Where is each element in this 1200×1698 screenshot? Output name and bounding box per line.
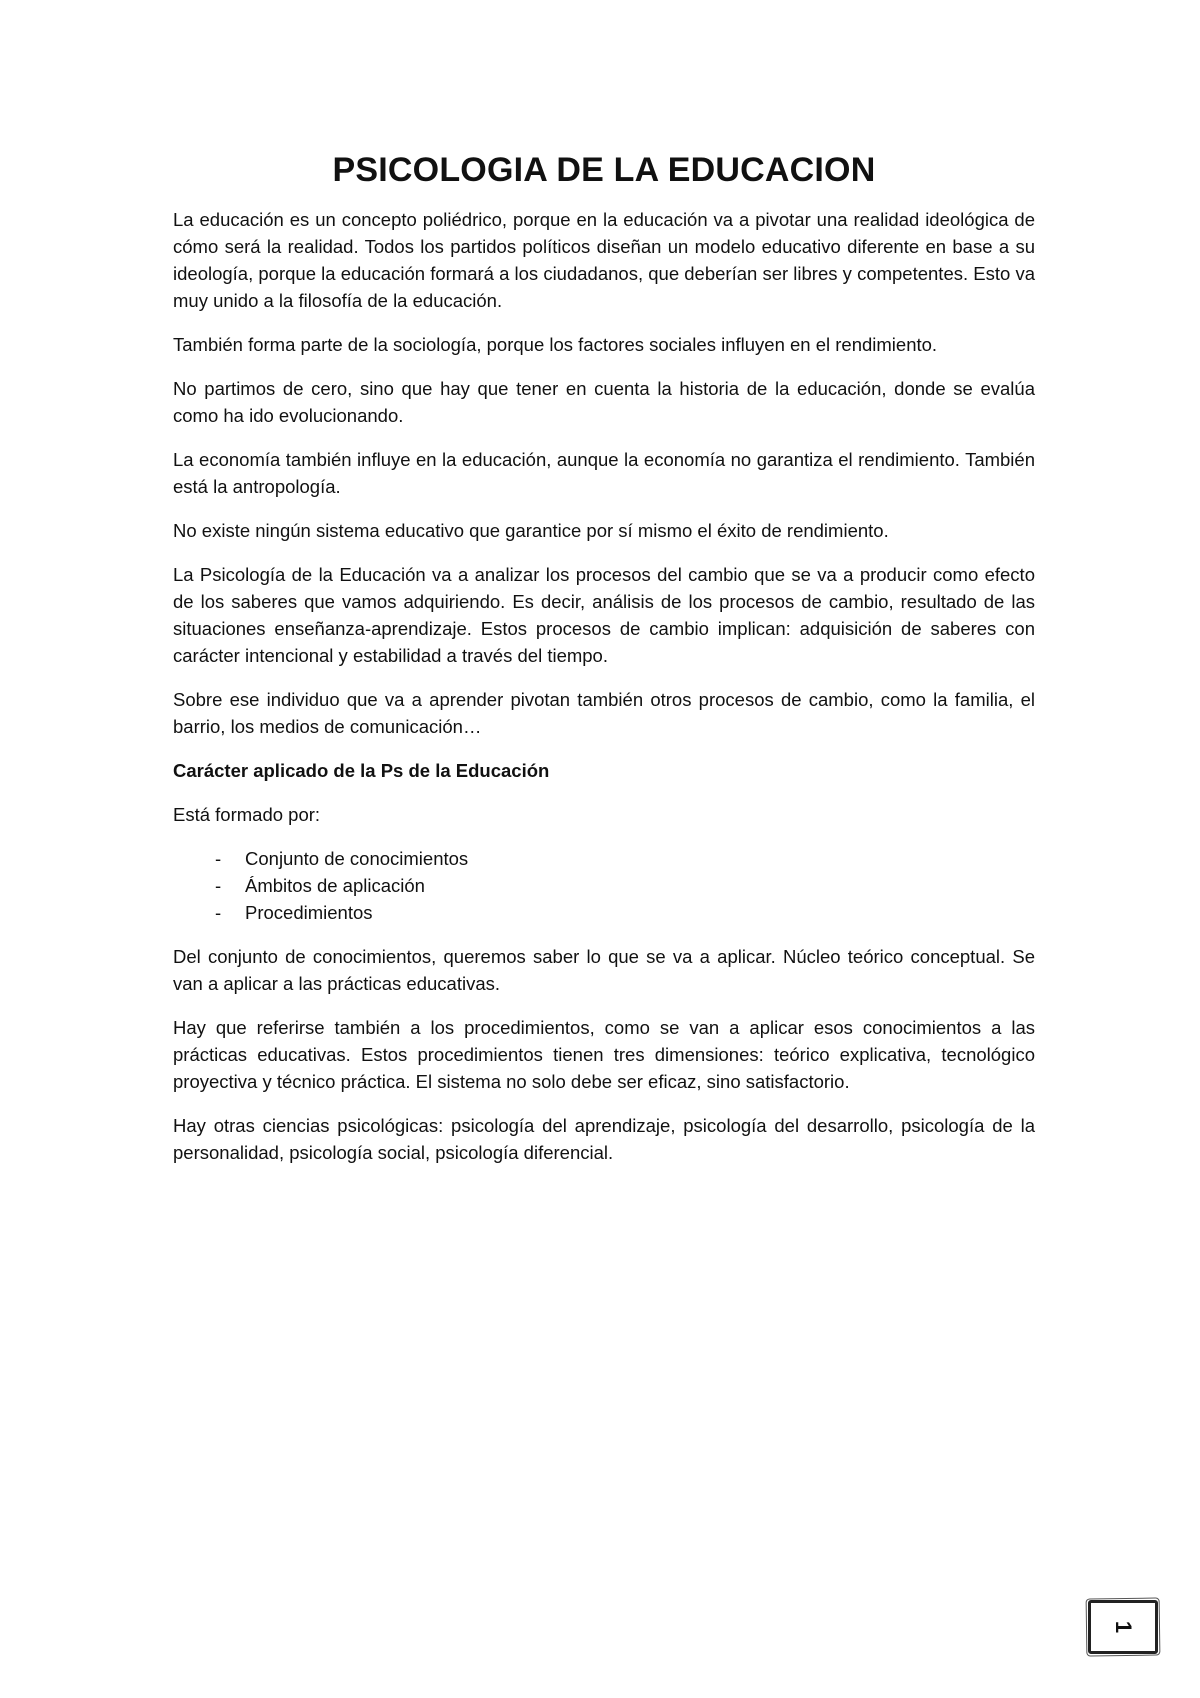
paragraph-sociology: También forma parte de la sociología, porque los factores sociales influyen en el rendimiento. [173, 334, 938, 355]
paragraph-economy: La economía también influye en la educación, aunque la economía no garantiza el rendimiento. También está la antropología. [173, 449, 1035, 497]
list-item-text: Procedimientos [245, 902, 373, 923]
paragraph-knowledge-core: Del conjunto de conocimientos, queremos saber lo que se va a aplicar. Núcleo teórico conceptual. Se van a aplicar a las prácticas educativas. [173, 946, 1035, 994]
list-dash: - [215, 902, 222, 923]
paragraph-procedures: Hay que referirse también a los procedimientos, como se van a aplicar esos conocimientos a las prácticas educativas. Estos procedimientos tienen tres dimensiones: teórico explicativa, tecnológico proyectiva y técnico práctica. El sistema no solo debe ser eficaz, sino satisfactorio. [173, 1017, 1035, 1092]
paragraph-other-processes: Sobre ese individuo que va a aprender pivotan también otros procesos de cambio, como la familia, el barrio, los medios de comunicación… [173, 689, 1035, 737]
list-item [173, 872, 1035, 899]
page-number: 1 [1111, 1620, 1136, 1634]
document-title: PSICOLOGIA DE LA EDUCACION [332, 151, 876, 189]
section-heading-applied-character: Carácter aplicado de la Ps de la Educación [173, 760, 550, 781]
list-item-text: Conjunto de conocimientos [245, 848, 469, 869]
paragraph-intro: La educación es un concepto poliédrico, porque en la educación va a pivotar una realidad ideológica de cómo será la realidad. Todos los partidos políticos diseñan un modelo educativo diferente en base a su ideología, porque la educación formará a los ciudadanos, que deberían ser libres y competentes. Esto va muy unido a la filosofía de la educación. [173, 209, 1035, 311]
paragraph-no-system: No existe ningún sistema educativo que garantice por sí mismo el éxito de rendimiento. [173, 520, 889, 541]
page-number-box [1088, 1600, 1158, 1654]
list-intro: Está formado por: [173, 804, 321, 825]
list-item-text: Ámbitos de aplicación [245, 875, 425, 896]
paragraph-history: No partimos de cero, sino que hay que tener en cuenta la historia de la educación, donde se evalúa como ha ido evolucionando. [173, 378, 1035, 426]
list-dash: - [215, 875, 222, 896]
list-item [173, 845, 1035, 872]
components-list [173, 845, 1035, 926]
paragraph-other-sciences: Hay otras ciencias psicológicas: psicología del aprendizaje, psicología del desarrollo, psicología de la personalidad, psicología social, psicología diferencial. [173, 1115, 1035, 1163]
list-dash: - [215, 848, 222, 869]
paragraph-psychology-definition: La Psicología de la Educación va a analizar los procesos del cambio que se va a producir como efecto de los saberes que vamos adquiriendo. Es decir, análisis de los procesos de cambio, resultado de las situaciones enseñanza-aprendizaje. Estos procesos de cambio implican: adquisición de saberes con carácter intencional y estabilidad a través del tiempo. [173, 564, 1035, 666]
document-body [173, 150, 1035, 1183]
list-item [173, 899, 1035, 926]
